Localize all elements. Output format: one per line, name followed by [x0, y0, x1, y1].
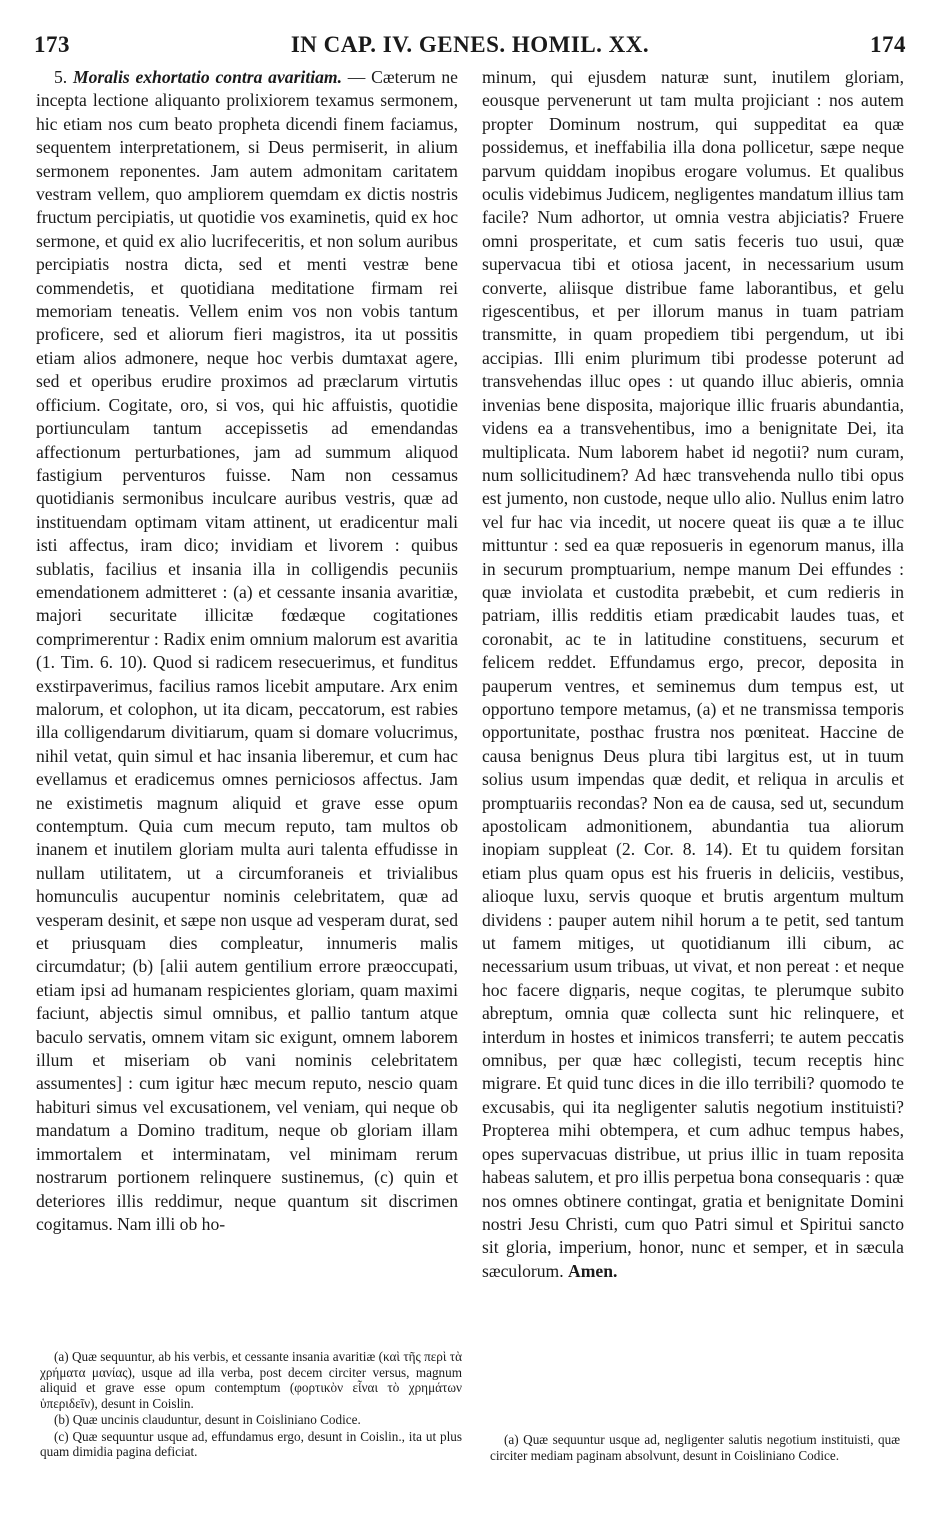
- running-title: IN CAP. IV. GENES. HOMIL. XX.: [290, 32, 650, 57]
- footnote-text: Quæ sequuntur usque ad, effundamus ergo, desunt in Coislin., ita ut plus quam dimidia pagina deficiat.: [40, 1428, 462, 1459]
- footnote: [490, 1432, 900, 1463]
- section-title: Moralis exhortatio contra avaritiam.: [72, 67, 342, 87]
- left-column-paragraph: [36, 66, 458, 1236]
- footnote: [40, 1412, 462, 1428]
- right-column: [482, 66, 904, 1283]
- running-header: [0, 32, 940, 66]
- page-number-right: 174: [870, 32, 906, 57]
- footnote-text: Quæ sequuntur, ab his verbis, et cessante insania avaritiæ (καὶ τῆς περὶ τὰ χρήματα μανίας), usque ad illa verba, post decem circiter versus, magnum aliquid et grave esse opum contemptum (φορτικὸν εἶναι τὸ χρημάτων ὑπεριδεῖν), desunt in Coislin.: [40, 1349, 463, 1411]
- footnote-text: Quæ uncinis clauduntur, desunt in Coisliniano Codice.: [72, 1412, 361, 1427]
- footnote-mark: (c): [54, 1428, 69, 1444]
- page-number-left: 173: [34, 32, 70, 57]
- section-number: 5.: [54, 67, 68, 87]
- left-column: [36, 66, 458, 1236]
- footnote-mark: (b): [54, 1412, 70, 1427]
- footnote-text: Quæ sequuntur usque ad, negligenter salutis negotium instituisti, quæ circiter mediam paginam absolvunt, desunt in Coisliniano Codice.: [490, 1432, 900, 1463]
- footnotes-right: [490, 1432, 900, 1464]
- footnote-mark: (a): [504, 1432, 519, 1447]
- right-column-text: minum, qui ejusdem naturæ sunt, inutilem gloriam, eousque pervenerunt ut tam multa projiciant : nos autem propter Dominum nostrum, qui suppeditat ea quæ possidemus, et ineffabilia illa dona pollicetur, sæpe neque parvum quiddam inopibus erogare volumus. Et qualibus oculis videbimus Judicem, negligentes mandatum illius tam facile? Num adhortor, ut omnia vestra abjiciatis? Fruere omni prosperitate, et cum satis feceris tuo usui, quæ supervacua tibi et otiosa jacent, in necessarium usum converte, aliisque distribue fame laborantibus, et gelu rigescentibus, et per illorum manus in tuam patriam transmitte, in quam propediem tibi pergendum, ut ibi accipias. Illi enim plurimum tibi prodesse poterunt ad transvehendas illuc opes : ut quando illuc abieris, omnia invenias bene disposita, majorique illic fruaris abundantia, videns ea a transvehentibus, imo a benignitate Dei, ita multiplicata. Num laborem habet id negotii? num curam, num sollicitudinem? Ad hæc transvehenda nullo tibi opus est jumento, non custode, neque ullo alio. Nullus enim latro vel fur hac via incedit, ut nocere queat iis quæ a te illuc mittuntur : sed ea quæ reposueris in egenorum manus, illa in securum promptuarium, nempe manum Dei effundes : quæ inviolata et custodita præbebit, et cum redieris in patriam, illis redditis etiam prædicabit laudes tuas, et coronabit, ac te in latitudine constituens, securum et felicem reddet. Effundamus ergo, precor, deposita in pauperum ventres, et seminemus dum tempus est, ut opportuno tempore metamus, (a) et ne transmissa temporis opportunitate, posthac frustra nos pœniteat. Haccine de causa benignus Deus plura tibi largitus est, ut in tuum solius usum impendas quæ dedit, et reliqua in arculis et promptuariis recondas? Non ea de causa, sed ut, secundum apostolicam admonitionem, abundantia tua aliorum inopiam suppleat (2. Cor. 8. 14). Et tu quidem forsitan etiam plus quam opus est his frueris in deliciis, vestibus, alioque luxu, servis quoque et brutis argentum multum dividens : pauper autem nihil horum a te petit, sed tantum ut famem mitiges, ut quotidianum illi cibum, ac necessarium usum tribuas, ut vivat, et non pereat : et neque hoc facere digņaris, neque cogitas, te plerumque subito abreptum, omnia quæ collecta sunt hic relinquere, et interdum in hostes et inimicos transferri; te autem peccatis omnibus, per quæ hæc collegisti, tecum receptis hinc migrare. Et quid tunc dices in die illo terribili? quomodo te excusabis, qui ita negligenter salutis negotium instituisti? Propterea mihi obtempera, et cum adhuc tempus habes, opes supervacuas distribue, ut prius illic in tuam reposita habeas salutem, et pro illis perpetua bona consequaris : quæ nos omnes obtinere contingat, gratia et benignitate Domini nostri Jesu Christi, cum quo Patri simul et Spiritui sancto sit gloria, imperium, honor, nunc et semper, et in sæcula sæculorum.: [482, 67, 904, 1281]
- footnotes-left: [40, 1349, 462, 1461]
- footnote: [40, 1429, 462, 1460]
- closing-amen: Amen.: [568, 1260, 618, 1281]
- right-column-paragraph: [482, 66, 904, 1283]
- left-column-text: — Cæterum ne incepta lectione aliquanto prolixiorem texamus sermonem, hic etiam nos cum beato propheta dicendi finem faciamus, sequentem interpretationem, si Deus permiserit, in alium sermonem reponentes. Jam autem admonitam caritatem vestram vellem, quo ampliorem quemdam ex dictis nostris fructum percipiatis, ut quotidie vos examinetis, quid ex hoc sermone, et quid ex alio lucrifeceritis, et non solum auribus percipiatis nostra dicta, sed et menti vestræ bene commendetis, et quotidiana meditatione firmam rei memoriam teneatis. Vellem enim vos non vobis tantum proficere, sed et aliorum fieri magistros, ita ut possitis etiam alios admonere, neque hoc verbis dumtaxat agere, sed et operibus erudire proximos ad præclarum virtutis officium. Cogitate, oro, si vos, qui hic affuistis, quotidie portiunculam tantum accepissetis ad emendandas affectionum perturbationes, jam ad summum aliquod fastigium perventuros fuisse. Nam non cessamus quotidianis sermonibus inculcare auribus vestris, quæ ad instituendam optimam vitam attinent, ut eradicentur mali isti affectus, iram dico; invidiam et livorem : quibus sublatis, facilius et insania illa in colligendis pecuniis emendationem admitteret : (a) et cessante insania avaritiæ, majori securitate illicitæ fœdæque cogitationes comprimerentur : Radix enim omnium malorum est avaritia (1. Tim. 6. 10). Quod si radicem resecuerimus, et funditus exstirpaverimus, facilius ramos licebit amputare. Arx enim malorum, et colophon, ut ita dicam, peccatorum, est rabies illa colligendarum divitiarum, quam si domare volucrimus, nihil vetat, quin simul et hac insania liberemur, et cum hac evellamus et eradicemus omnes perniciosos affectus. Jam ne existimetis magnum aliquid et grave esse opum contemptum. Quia cum mecum reputo, tam multos ob inanem et inutilem gloriam multa auri talenta effudisse in nullam utilitatem, ut a circumforaneis et trivialibus homunculis aucupentur nominis celebritatem, quæ ad vesperam desinit, et sæpe non usque ad vesperam durat, sed et priusquam dies compleatur, innumeris malis circumdatur; (b) [alii autem gentilium errore præoccupati, etiam ipsi ad humanam respicientes gloriam, quam maximi faciunt, abjectis simul omnibus, et pallio tantum atque baculo servatis, omnem vitam sic exigunt, omnem laborem illum et miseriam ob vani nominis celebritatem assumentes] : cum igitur hæc mecum reputo, nescio quam habituri simus vel excusationem, vel veniam, qui neque ob mandatum a Domino traditum, neque ob gloriam illam immortalem et interminatam, vel minimam rerum nostrarum portionem relinquere sustinemus, (c) quin et deteriores illis reddimur, neque quantum sit discrimen cogitamus. Nam illi ob ho-: [36, 67, 458, 1234]
- footnote: [40, 1349, 462, 1411]
- footnote-mark: (a): [54, 1349, 69, 1364]
